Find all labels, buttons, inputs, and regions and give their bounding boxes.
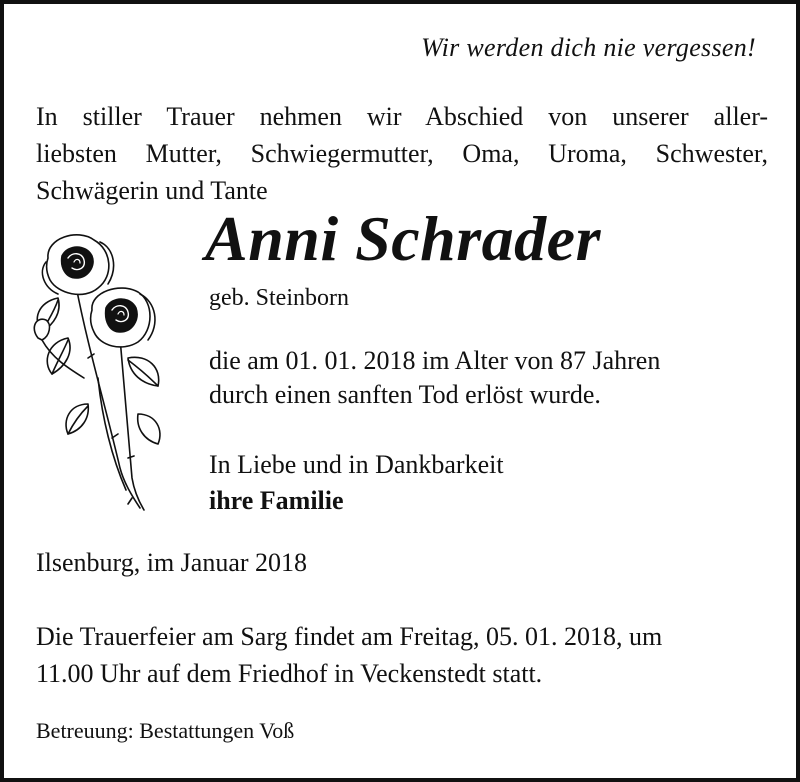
intro-line: In stiller Trauer nehmen wir Abschied von unserer aller-: [36, 102, 768, 131]
intro-text: [36, 98, 768, 209]
closing-block: [209, 447, 504, 519]
death-statement: [209, 344, 660, 412]
intro-line: Schwägerin und Tante: [36, 176, 268, 205]
death-line: durch einen sanften Tod erlöst wurde.: [209, 380, 601, 409]
maiden-name: geb. Steinborn: [209, 285, 349, 311]
closing-text: In Liebe und in Dankbarkeit: [209, 450, 504, 479]
intro-line: liebsten Mutter, Schwiegermutter, Oma, Uroma, Schwester,: [36, 139, 768, 168]
place-date: Ilsenburg, im Januar 2018: [36, 548, 308, 577]
funeral-home: Betreuung: Bestattungen Voß: [36, 718, 295, 743]
motto: Wir werden dich nie vergessen!: [421, 33, 756, 62]
death-line: die am 01. 01. 2018 im Alter von 87 Jahren: [209, 346, 661, 375]
ceremony-line: Die Trauerfeier am Sarg findet am Freitag, 05. 01. 2018, um: [36, 622, 663, 651]
ceremony-info: [36, 618, 772, 692]
family-signature: ihre Familie: [209, 486, 344, 515]
deceased-name: Anni Schrader: [205, 203, 601, 274]
ceremony-line: 11.00 Uhr auf dem Friedhof in Veckenstedt statt.: [36, 659, 543, 688]
rose-icon: [28, 228, 168, 518]
